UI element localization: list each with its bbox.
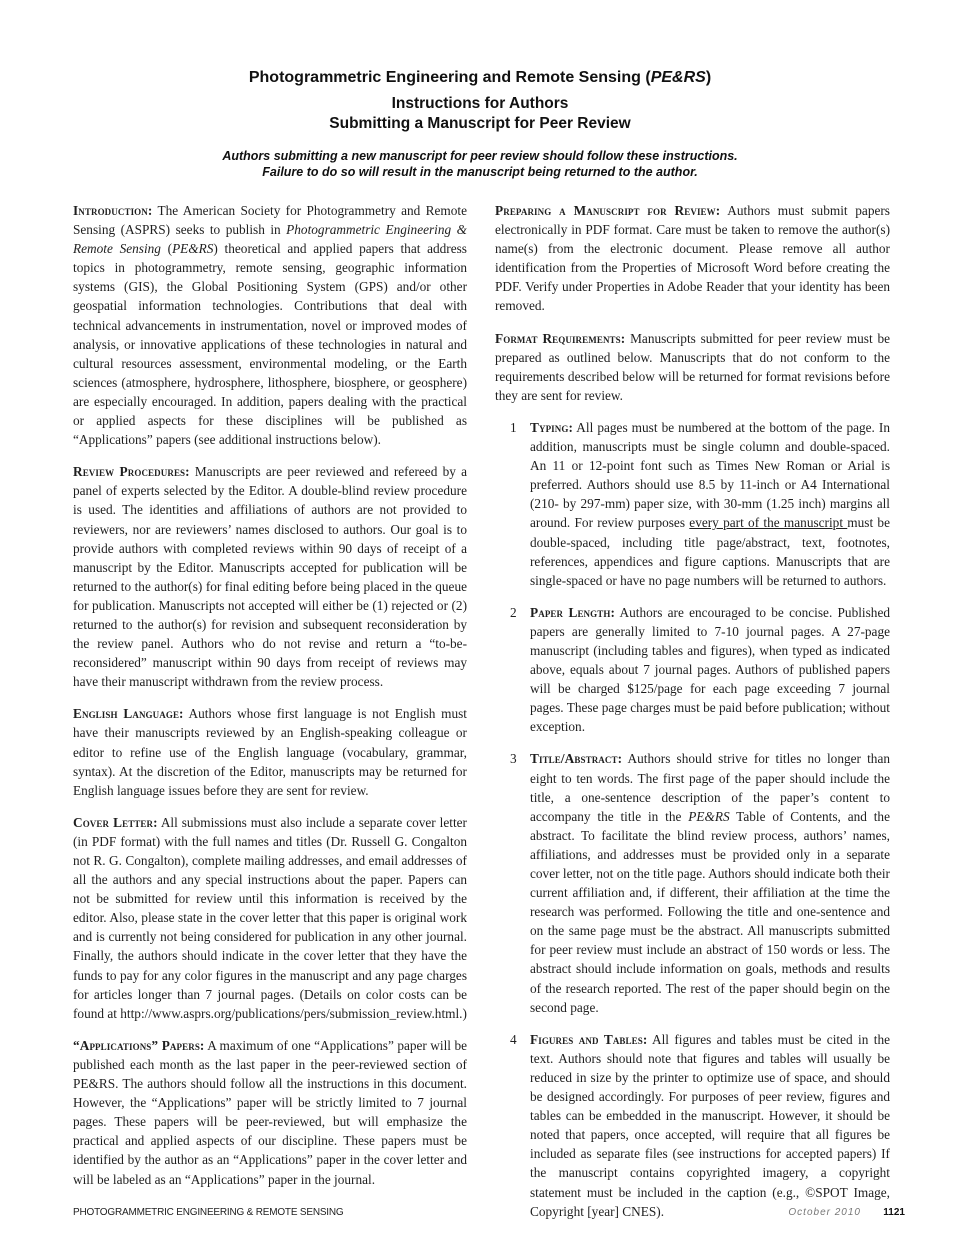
section-format-requirements (495, 329, 890, 405)
section-text: Authors whose first language is not English must have their manuscripts reviewed by an English-speaking colleague or editor to refine use of the English language (vocabulary, grammar, syntax). At the discretion of the Editor, manuscripts may be returned for English language issues before they are sent for review. (73, 706, 467, 798)
section-text: Manuscripts are peer reviewed and refereed by a panel of experts selected by the Editor. A double-blind review procedure is used. The identities and affiliations of authors are not provided to reviewers, nor are reviewers’ names disclosed to authors. Our goal is to provide authors with completed reviews within 90 days of receipt of a manuscript by the Editor. Manuscripts accepted for publication will be returned to the author(s) for final editing before being placed in the queue for publication. Manuscripts not accepted will either be (1) rejected or (2) returned to the author(s) for revision and subsequent reconsideration by the review panel. Authors who do not revise and return a “to-be-reconsidered” manuscript within 90 days from receipt of reviews may have their manuscript withdrawn from the review process. (73, 464, 468, 690)
item-number: 1 (510, 419, 517, 435)
section-introduction (73, 201, 467, 449)
item-text: All pages must be numbered at the bottom of the page. In addition, manuscripts must be single column and double-spaced. An 11 or 12-point font such as Times New Roman or Arial is preferred. Authors should use 8.5 by 11-inch or A4 International (210- by 297-mm) paper size, with 30-mm (1.25 inch) margins all around. For review purposes (530, 419, 890, 531)
section-text: ) theoretical and applied papers that address topics in photogrammetry, remote sensing, geographic information systems (GIS), the Global Positioning System (GPS) and/or other geospatial information technologies. Contributions that deal with technical advancements in instrumentation, novel or improved modes of analysis, or innovative applications of these technologies in natural and cultural resources assessment, environmental modeling, or the Earth sciences (atmosphere, hydrosphere, lithosphere, biosphere, or geosphere) are especially encouraged. In addition, papers dealing with the practical or applied aspects for these disciplines will be published as “Applications” papers (see additional instructions below). (73, 241, 467, 448)
item-text: must be double-spaced, including title page/abstract, text, footnotes, references, appendices and figure captions. Manuscripts that are single-spaced or have no page numbers will be returned to authors. (530, 515, 890, 588)
item-heading: Typing: (530, 419, 573, 435)
section-heading: Cover Letter: (73, 814, 158, 830)
journal-name-italic: Photogrammetric Engineering & Remote Sensing (73, 222, 467, 257)
page-footer (73, 1207, 905, 1221)
section-heading: “Applications” Papers: (73, 1037, 205, 1053)
section-text: All submissions must also include a separate cover letter (in PDF format) with the full names and titles (Dr. Russell G. Congalton not R. G. Congalton), complete mailing addresses, and email addresses of all the authors and any special instructions about the paper. Papers can not be submitted for review until this information is received by the editor. Also, please state in the cover letter that this paper is original work and is currently not being considered for publication in any other journal. Finally, the authors should indicate in the cover letter that they have the funds to pay for any color figures in the manuscript and any page charges for articles longer than 7 journal pages. (Details on color costs can be found at http://www.asprs.org/publications/pers/submission_review.html.) (73, 814, 467, 1021)
item-heading: Figures and Tables: (530, 1031, 648, 1047)
item-number: 3 (510, 751, 517, 767)
section-text: A maximum of one “Applications” paper will be published each month as the last paper in the peer-reviewed section of PE&RS. The authors should follow all the instructions in this document. However, the “Applications” paper will be strictly limited to 7 journal pages. These papers will be peer-reviewed, but will emphasize the practical and applied aspects of our discipline. These papers must be identified by the author as an “Applications” paper in the cover letter and will be labeled as an “Applications” paper in the journal. (73, 1037, 467, 1187)
page-number: 1121 (883, 1207, 905, 1218)
notice-line-2: Failure to do so will result in the manuscript being returned to the author. (262, 165, 698, 179)
journal-abbreviation-italic: PE&RS (688, 808, 730, 824)
footer-issue-date: October 2010 (788, 1207, 861, 1218)
journal-name: Photogrammetric Engineering and Remote Sensing ( (248, 69, 651, 86)
item-text: All figures and tables must be cited in the text. Authors should note that figures and tables will usually be reduced in size by the printer to optimize use of space, and should be designed accordingly. For purposes of peer review, figures and tables can be embedded in the manuscript. However, it should be noted that papers, once accepted, will require that all figures be included as separate files (see instructions for accepted papers) If the manuscript contains copyrighted imagery, a copyright statement must be included in the caption (e.g., ©SPOT Image, Copyright [year] CNES). (530, 1031, 890, 1219)
left-column (73, 201, 467, 1202)
section-heading: Format Requirements: (495, 330, 626, 346)
requirement-item-figures-tables (495, 1030, 890, 1221)
item-text: Table of Contents, and the abstract. To facilitate the blind review process, authors’ names, affiliations, and addresses must be provided only in a separate cover letter, not on the title page. Authors should indicate both their current affiliation and, if different, their affiliation at the time the research was performed. Following the title and one-sentence and on the same page must be the abstract. All manuscripts submitted for peer review must include an abstract of 150 words or less. The abstract should include information on goals, methods and results of the research reported. The rest of the paper should begin on the second page. (530, 808, 890, 1015)
section-heading: Preparing a Manuscript for Review: (495, 203, 721, 218)
section-preparing-manuscript (495, 201, 890, 316)
notice-line-1: Authors submitting a new manuscript for peer review should follow these instructions. (222, 149, 738, 163)
item-underlined-text: every part of the manuscript (689, 515, 848, 531)
item-number: 4 (510, 1031, 517, 1047)
journal-title (0, 66, 960, 90)
section-heading: English Language: (73, 706, 184, 722)
document-subtitle: Submitting a Manuscript for Peer Review (329, 115, 631, 132)
section-review-procedures (73, 462, 467, 691)
item-text: Authors are encouraged to be concise. Published papers are generally limited to 7-10 journal pages. A 27-page manuscript (including tables and figures), when typed as indicated above, equals about 7 journal pages. Authors of published papers will be charged $125/page for each page exceeding 7 journal pages. These page charges must be paid before publication; without exception. (530, 604, 890, 735)
section-applications-papers (73, 1036, 467, 1189)
document-title: Instructions for Authors (391, 95, 569, 112)
section-heading: Review Procedures: (73, 464, 190, 480)
item-heading: Paper Length: (530, 604, 615, 620)
section-text: Authors must submit papers electronically in PDF format. Care must be taken to remove the author(s) name(s) from the electronic document. Please remove all author identification from the Properties of Microsoft Word before creating the PDF. Verify under Properties in Adobe Reader that your identity has been removed. (495, 203, 890, 314)
author-notice (0, 148, 960, 180)
requirement-item-title-abstract (495, 749, 890, 1016)
right-column (495, 201, 890, 1234)
section-text: The American Society for Photogrammetry and Remote Sensing (ASPRS) seeks to publish in (73, 203, 467, 238)
section-english-language (73, 704, 467, 799)
journal-abbreviation: PE&RS (650, 69, 706, 86)
journal-name-close: ) (705, 69, 712, 86)
footer-journal-name: PHOTOGRAMMETRIC ENGINEERING & REMOTE SENSING (73, 1207, 344, 1218)
journal-abbreviation-italic: PE&RS (172, 241, 214, 257)
section-heading: Introduction: (73, 203, 153, 218)
item-heading: Title/Abstract: (530, 751, 623, 767)
item-number: 2 (510, 604, 517, 620)
section-cover-letter (73, 813, 467, 1023)
requirement-item-paper-length (495, 603, 890, 737)
page-header (0, 66, 960, 134)
section-text: ( (160, 241, 173, 257)
item-text: Authors should strive for titles no longer than eight to ten words. The first page of the paper should include the title, a one-sentence description of the paper’s content to accompany the title in the (530, 751, 890, 824)
requirement-item-typing (495, 418, 890, 590)
section-text: Manuscripts submitted for peer review must be prepared as outlined below. Manuscripts that do not conform to the requirements described below will be returned for format revisions before they are sent for review. (495, 330, 890, 403)
